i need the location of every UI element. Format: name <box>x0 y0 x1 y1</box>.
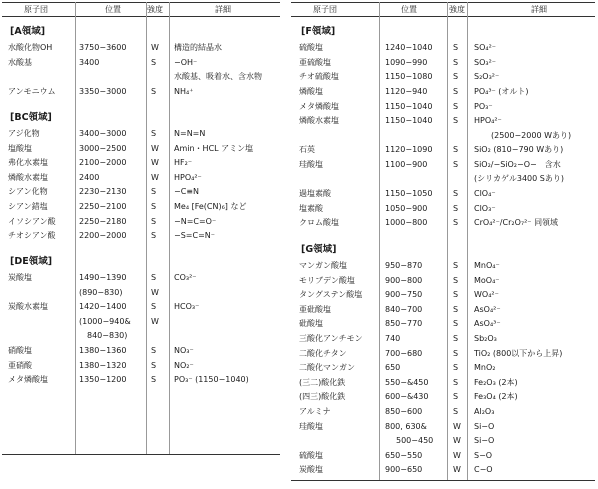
table-bottom-rule <box>291 480 595 481</box>
intensity-cell: W <box>453 436 461 445</box>
detail-cell: SO₃²⁻ <box>474 58 497 67</box>
detail-cell: MnO₄⁻ <box>474 261 500 270</box>
detail-cell: HF₂⁻ <box>174 158 193 167</box>
right-table <box>291 2 595 480</box>
position-cell: (890−830) <box>79 288 123 297</box>
detail-cell: −N=C=O⁻ <box>174 217 217 226</box>
position-cell: 2200−2000 <box>79 231 127 240</box>
intensity-cell: S <box>453 407 459 416</box>
position-cell: 1240−1040 <box>385 43 433 52</box>
intensity-cell: S <box>151 273 157 282</box>
position-cell: 2400 <box>79 173 100 182</box>
intensity-cell: S <box>453 58 459 67</box>
intensity-cell: S <box>151 231 157 240</box>
detail-cell: −C≡N <box>174 187 199 196</box>
intensity-cell: S <box>453 378 459 387</box>
atomic-group-cell: 亜硫酸塩 <box>299 58 331 67</box>
position-cell: 900−750 <box>385 290 423 299</box>
detail-cell: 構造的結晶水 <box>174 43 222 52</box>
atomic-group-cell: 燐酸塩 <box>299 87 323 96</box>
detail-cell: N=N=N <box>174 129 206 138</box>
header-intensity: 強度 <box>147 5 163 14</box>
position-cell: 740 <box>385 334 401 343</box>
atomic-group-cell: 塩酸塩 <box>8 144 32 153</box>
atomic-group-cell: シアン化物 <box>8 187 48 196</box>
intensity-cell: S <box>453 189 459 198</box>
intensity-cell: W <box>151 43 159 52</box>
atomic-group-cell: 珪酸塩 <box>299 160 323 169</box>
position-cell: 3000−2500 <box>79 144 127 153</box>
atomic-group-cell: メタ燐酸塩 <box>8 375 48 384</box>
position-cell: 2230−2130 <box>79 187 127 196</box>
detail-cell: −S=C=N⁻ <box>174 231 215 240</box>
atomic-group-cell: 塩素酸 <box>299 204 323 213</box>
table-top-rule <box>2 2 280 3</box>
intensity-cell: S <box>453 290 459 299</box>
position-cell: 650 <box>385 363 401 372</box>
header-position: 位置 <box>105 5 121 14</box>
position-cell: 1150−1080 <box>385 72 433 81</box>
detail-cell: NO₂⁻ <box>174 361 194 370</box>
position-cell: 1350−1200 <box>79 375 127 384</box>
column-divider <box>169 2 170 454</box>
detail-cell: CrO₄²⁻/Cr₂O₇²⁻ 同領域 <box>474 218 559 227</box>
position-cell: 950−870 <box>385 261 423 270</box>
table-top-rule <box>291 2 595 3</box>
intensity-cell: W <box>453 465 461 474</box>
intensity-cell: S <box>151 361 157 370</box>
detail-cell: (シリカゲル3400 Sあり) <box>474 174 564 183</box>
intensity-cell: S <box>453 102 459 111</box>
intensity-cell: S <box>151 302 157 311</box>
intensity-cell: W <box>453 451 461 460</box>
header-detail: 詳細 <box>215 5 231 14</box>
position-cell: 840−700 <box>385 305 423 314</box>
intensity-cell: S <box>453 276 459 285</box>
column-divider <box>467 2 468 480</box>
detail-cell: Si−O <box>474 422 495 431</box>
atomic-group-cell: チオ硫酸塩 <box>299 72 339 81</box>
detail-cell: −OH⁻ <box>174 58 198 67</box>
left-table <box>2 2 280 454</box>
intensity-cell: W <box>151 317 159 326</box>
header-detail: 詳細 <box>531 5 547 14</box>
intensity-cell: S <box>453 349 459 358</box>
atomic-group-cell: モリブデン酸塩 <box>299 276 355 285</box>
header-group: 原子団 <box>313 5 337 14</box>
detail-cell: WO₄²⁻ <box>474 290 499 299</box>
atomic-group-cell: 弗化水素塩 <box>8 158 48 167</box>
position-cell: 1150−1040 <box>385 102 433 111</box>
header-position: 位置 <box>401 5 417 14</box>
intensity-cell: S <box>151 346 157 355</box>
position-cell: 1050−900 <box>385 204 428 213</box>
intensity-cell: S <box>151 187 157 196</box>
atomic-group-cell: 炭酸水素塩 <box>8 302 48 311</box>
position-cell: 3350−3000 <box>79 87 127 96</box>
detail-cell: C−O <box>474 465 493 474</box>
detail-cell: Fe₃O₄ (2本) <box>474 392 518 401</box>
table-header-rule <box>291 16 595 17</box>
detail-cell: PO₃⁻ <box>474 102 493 111</box>
detail-cell: Sb₂O₃ <box>474 334 497 343</box>
intensity-cell: S <box>151 375 157 384</box>
atomic-group-cell: 硫酸塩 <box>299 43 323 52</box>
position-cell: 2250−2180 <box>79 217 127 226</box>
atomic-group-cell: 三酸化アンチモン <box>299 334 363 343</box>
atomic-group-cell: アンモニウム <box>8 87 56 96</box>
atomic-group-cell: (三二)酸化鉄 <box>299 378 346 387</box>
position-cell: 3400 <box>79 58 100 67</box>
intensity-cell: S <box>453 160 459 169</box>
position-cell: 900−650 <box>385 465 423 474</box>
intensity-cell: S <box>453 319 459 328</box>
position-cell: 850−600 <box>385 407 423 416</box>
header-group: 原子団 <box>24 5 48 14</box>
position-cell: 2250−2100 <box>79 202 127 211</box>
intensity-cell: W <box>151 173 159 182</box>
detail-cell: Me₄ [Fe(CN)₆] など <box>174 202 247 211</box>
detail-cell: AsO₄³⁻ <box>474 319 501 328</box>
detail-cell: NO₃⁻ <box>174 346 194 355</box>
header-intensity: 強度 <box>449 5 465 14</box>
atomic-group-cell: チオシアン酸 <box>8 231 56 240</box>
intensity-cell: S <box>453 43 459 52</box>
detail-cell: TiO₂ (800以下から上昇) <box>474 349 563 358</box>
intensity-cell: S <box>453 392 459 401</box>
position-cell: 1120−940 <box>385 87 428 96</box>
position-cell: 1380−1360 <box>79 346 127 355</box>
table-header-rule <box>2 16 280 17</box>
detail-cell: Al₂O₃ <box>474 407 495 416</box>
position-cell: 850−770 <box>385 319 423 328</box>
atomic-group-cell: マンガン酸塩 <box>299 261 347 270</box>
intensity-cell: S <box>453 145 459 154</box>
position-cell: 840−830) <box>87 331 128 340</box>
intensity-cell: W <box>151 288 159 297</box>
detail-cell: MoO₄⁻ <box>474 276 500 285</box>
intensity-cell: S <box>453 334 459 343</box>
atomic-group-cell: 亜砒酸塩 <box>299 305 331 314</box>
position-cell: 1420−1400 <box>79 302 127 311</box>
column-divider <box>146 2 147 454</box>
detail-cell: Si−O <box>474 436 495 445</box>
position-cell: 600−&430 <box>385 392 429 401</box>
detail-cell: AsO₄²⁻ <box>474 305 501 314</box>
detail-cell: 水酸基、吸着水、含水物 <box>174 72 262 81</box>
atomic-group-cell: 燐酸水素塩 <box>8 173 48 182</box>
position-cell: 3400−3000 <box>79 129 127 138</box>
intensity-cell: S <box>453 116 459 125</box>
atomic-group-cell: 珪酸塩 <box>299 422 323 431</box>
detail-cell: SiO₂ (810−790 Wあり) <box>474 145 564 154</box>
position-cell: 650−550 <box>385 451 423 460</box>
atomic-group-cell: アジ化物 <box>8 129 40 138</box>
intensity-cell: W <box>151 144 159 153</box>
section-heading: [BC領域] <box>10 112 52 123</box>
intensity-cell: S <box>453 87 459 96</box>
position-cell: 550−&450 <box>385 378 429 387</box>
position-cell: 500−450 <box>396 436 434 445</box>
atomic-group-cell: イソシアン酸 <box>8 217 56 226</box>
detail-cell: (2500−2000 Wあり) <box>491 131 572 140</box>
atomic-group-cell: 硫酸塩 <box>299 451 323 460</box>
atomic-group-cell: 二酸化チタン <box>299 349 347 358</box>
position-cell: 1380−1320 <box>79 361 127 370</box>
detail-cell: HPO₄²⁻ <box>474 116 502 125</box>
position-cell: 2100−2000 <box>79 158 127 167</box>
atomic-group-cell: 水酸基 <box>8 58 32 67</box>
detail-cell: HCO₃⁻ <box>174 302 200 311</box>
intensity-cell: S <box>151 129 157 138</box>
intensity-cell: S <box>453 218 459 227</box>
detail-cell: Fe₂O₃ (2本) <box>474 378 518 387</box>
intensity-cell: S <box>151 217 157 226</box>
position-cell: 800, 630& <box>385 422 427 431</box>
intensity-cell: S <box>151 87 157 96</box>
position-cell: 3750−3600 <box>79 43 127 52</box>
section-heading: [F領域] <box>301 26 336 37</box>
detail-cell: PO₄³⁻ (オルト) <box>474 87 529 96</box>
position-cell: 1150−1050 <box>385 189 433 198</box>
detail-cell: ClO₃⁻ <box>474 204 496 213</box>
intensity-cell: S <box>453 72 459 81</box>
position-cell: 1490−1390 <box>79 273 127 282</box>
position-cell: 1120−1090 <box>385 145 433 154</box>
section-heading: [A領域] <box>10 26 46 37</box>
detail-cell: CO₃²⁻ <box>174 273 197 282</box>
intensity-cell: S <box>453 305 459 314</box>
detail-cell: SO₄²⁻ <box>474 43 497 52</box>
intensity-cell: S <box>151 202 157 211</box>
column-divider <box>75 2 76 454</box>
intensity-cell: S <box>453 261 459 270</box>
atomic-group-cell: 燐酸水素塩 <box>299 116 339 125</box>
atomic-group-cell: 炭酸塩 <box>8 273 32 282</box>
column-divider <box>379 2 380 480</box>
atomic-group-cell: タングステン酸塩 <box>299 290 363 299</box>
intensity-cell: S <box>453 363 459 372</box>
atomic-group-cell: 炭酸塩 <box>299 465 323 474</box>
atomic-group-cell: クロム酸塩 <box>299 218 339 227</box>
detail-cell: ClO₄⁻ <box>474 189 496 198</box>
atomic-group-cell: (四三)酸化鉄 <box>299 392 346 401</box>
detail-cell: S−O <box>474 451 493 460</box>
table-bottom-rule <box>2 454 280 455</box>
section-heading: [DE領域] <box>10 256 53 267</box>
position-cell: 900−800 <box>385 276 423 285</box>
detail-cell: SiO₂/−SiO₂−O− 含水 <box>474 160 561 169</box>
atomic-group-cell: 硝酸塩 <box>8 346 32 355</box>
intensity-cell: W <box>453 422 461 431</box>
detail-cell: HPO₄²⁻ <box>174 173 202 182</box>
detail-cell: S₂O₃²⁻ <box>474 72 500 81</box>
section-heading: [G領域] <box>301 244 337 255</box>
position-cell: 1150−1040 <box>385 116 433 125</box>
position-cell: 1100−900 <box>385 160 428 169</box>
intensity-cell: S <box>151 58 157 67</box>
intensity-cell: S <box>453 204 459 213</box>
atomic-group-cell: 過塩素酸 <box>299 189 331 198</box>
atomic-group-cell: メタ燐酸塩 <box>299 102 339 111</box>
atomic-group-cell: 石英 <box>299 145 315 154</box>
detail-cell: MnO₂ <box>474 363 496 372</box>
atomic-group-cell: 水酸化物OH <box>8 43 53 52</box>
position-cell: 1090−990 <box>385 58 428 67</box>
intensity-cell: W <box>151 158 159 167</box>
position-cell: (1000−940& <box>79 317 131 326</box>
atomic-group-cell: 亜硝酸 <box>8 361 32 370</box>
position-cell: 700−680 <box>385 349 423 358</box>
position-cell: 1000−800 <box>385 218 428 227</box>
atomic-group-cell: アルミナ <box>299 407 331 416</box>
column-divider <box>447 2 448 480</box>
atomic-group-cell: シアン錯塩 <box>8 202 48 211</box>
atomic-group-cell: 砒酸塩 <box>299 319 323 328</box>
detail-cell: PO₃⁻ (1150−1040) <box>174 375 249 384</box>
detail-cell: NH₄⁺ <box>174 87 194 96</box>
detail-cell: Amin・HCL アミン塩 <box>174 144 254 153</box>
atomic-group-cell: 二酸化マンガン <box>299 363 355 372</box>
